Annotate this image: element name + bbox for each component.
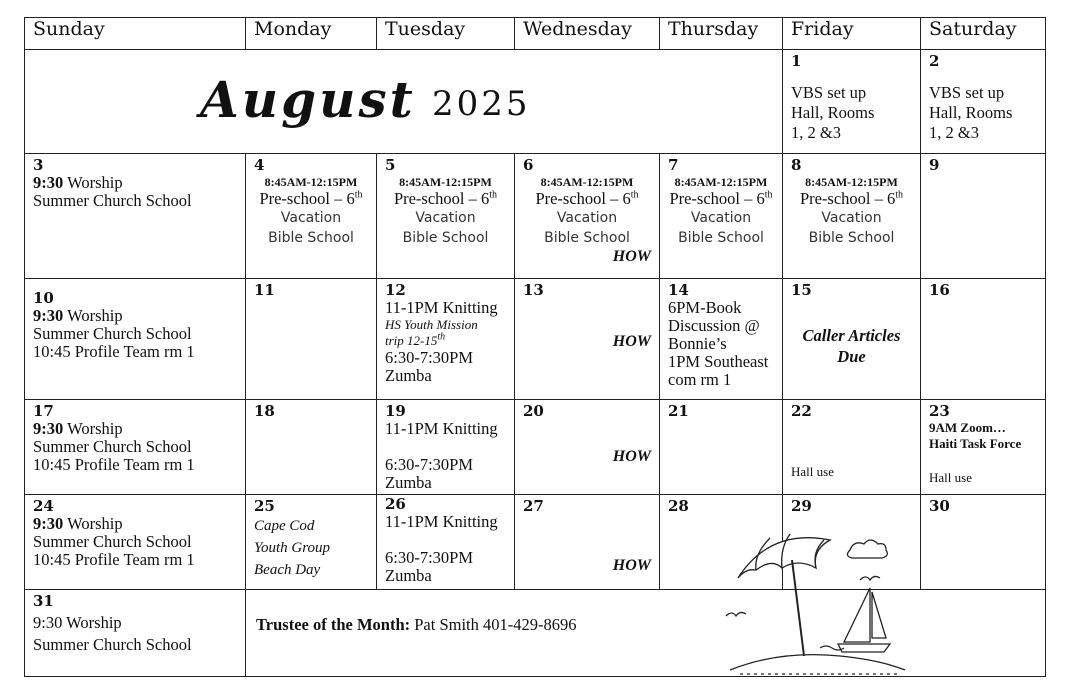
worship-line xyxy=(33,515,237,533)
beach-umbrella-sailboat-icon xyxy=(720,520,910,678)
vbs-grades-text: Pre-school – 6 xyxy=(799,189,896,208)
day-number: 20 xyxy=(523,402,544,420)
event-line: VBS set up xyxy=(791,83,867,102)
day-cell-23 xyxy=(921,400,1046,495)
week-row-2 xyxy=(25,154,1046,279)
hall-use-label: Hall use xyxy=(791,464,834,479)
church-school-line: Summer Church School xyxy=(33,437,192,456)
day-cell-17 xyxy=(25,400,246,495)
day-cell-19 xyxy=(377,400,515,495)
day-number: 18 xyxy=(254,402,275,420)
vbs-grades-text: Pre-school – 6 xyxy=(393,189,490,208)
day-cell-20 xyxy=(515,400,660,495)
day-number: 5 xyxy=(385,156,396,174)
day-cell-18 xyxy=(246,400,377,495)
worship-line xyxy=(33,420,237,438)
day-number: 11 xyxy=(254,281,275,299)
zumba-time: 6:30-7:30PM xyxy=(385,548,474,567)
church-school-line: Summer Church School xyxy=(33,635,192,654)
event-line: VBS set up xyxy=(929,83,1005,102)
vbs-line2: Bible School xyxy=(808,230,895,246)
worship-time: 9:30 xyxy=(33,173,64,192)
vbs-grades-text: Pre-school – 6 xyxy=(535,189,631,208)
day-cell-5 xyxy=(377,154,515,279)
vbs-grades xyxy=(668,190,774,208)
event-line: 1, 2 &3 xyxy=(929,123,979,142)
hall-use-label: Hall use xyxy=(929,470,972,485)
profile-team-line: 10:45 Profile Team rm 1 xyxy=(33,455,195,474)
header-saturday: Saturday xyxy=(921,18,1046,50)
day-cell-25 xyxy=(246,495,377,590)
trustee-value: Pat Smith 401-429-8696 xyxy=(410,615,577,634)
day-number: 26 xyxy=(385,495,406,513)
vbs-line1: Vacation xyxy=(280,210,342,226)
worship-time: 9:30 xyxy=(33,419,64,438)
day-number: 4 xyxy=(254,156,265,174)
day-cell-22 xyxy=(783,400,921,495)
haiti-line: Haiti Task Force xyxy=(929,436,1022,451)
how-label: HOW xyxy=(612,448,651,465)
worship-label: Worship xyxy=(63,173,123,192)
day-number: 3 xyxy=(33,156,44,174)
event-line: Youth Group xyxy=(254,540,330,556)
day-cell-7 xyxy=(660,154,783,279)
day-number: 16 xyxy=(929,281,950,299)
zumba-time: 6:30-7:30PM xyxy=(385,348,474,367)
day-cell-8 xyxy=(783,154,921,279)
how-label: HOW xyxy=(612,248,651,265)
day-cell-2 xyxy=(921,50,1046,154)
worship-line xyxy=(33,174,237,192)
event-line: 6PM-Book xyxy=(668,298,742,317)
trustee-of-month xyxy=(256,616,577,634)
how-label: HOW xyxy=(612,557,651,574)
vbs-grades-text: Pre-school – 6 xyxy=(669,189,765,208)
day-cell-4 xyxy=(246,154,377,279)
event-line: Cape Cod xyxy=(254,518,315,534)
zoom-line: 9AM Zoom… xyxy=(929,420,1006,435)
caller-due-line: Due xyxy=(837,347,866,366)
day-cell-15 xyxy=(783,279,921,400)
day-number: 21 xyxy=(668,402,689,420)
day-number: 22 xyxy=(791,402,812,420)
zumba-time: 6:30-7:30PM xyxy=(385,455,474,474)
day-cell-21 xyxy=(660,400,783,495)
knitting-line: 11-1PM Knitting xyxy=(385,298,498,317)
day-number: 29 xyxy=(791,497,812,515)
day-number: 17 xyxy=(33,402,54,420)
day-cell-16 xyxy=(921,279,1046,400)
knitting-line: 11-1PM Knitting xyxy=(385,512,498,531)
header-sunday: Sunday xyxy=(25,18,246,50)
vbs-grades xyxy=(791,190,912,208)
day-cell-24 xyxy=(25,495,246,590)
vbs-grades-text: Pre-school – 6 xyxy=(259,189,355,208)
zumba-label: Zumba xyxy=(385,566,432,585)
vbs-time: 8:45AM-12:15PM xyxy=(674,175,768,189)
event-line: com rm 1 xyxy=(668,370,732,389)
worship-label: Worship xyxy=(63,306,123,325)
vbs-time: 8:45AM-12:15PM xyxy=(805,175,898,189)
day-cell-31 xyxy=(25,590,246,677)
day-cell-3 xyxy=(25,154,246,279)
zumba-label: Zumba xyxy=(385,473,432,492)
vbs-grades xyxy=(385,190,506,208)
how-label: HOW xyxy=(612,333,651,350)
day-cell-10 xyxy=(25,279,246,400)
worship-time: 9:30 xyxy=(33,514,64,533)
day-number: 19 xyxy=(385,402,406,420)
day-number: 2 xyxy=(929,52,940,70)
day-number: 23 xyxy=(929,402,950,420)
trustee-label: Trustee of the Month: xyxy=(256,615,411,634)
day-cell-26 xyxy=(377,495,515,590)
day-cell-1 xyxy=(783,50,921,154)
day-number: 12 xyxy=(385,281,406,299)
day-number: 9 xyxy=(929,156,940,174)
day-cell-12 xyxy=(377,279,515,400)
day-cell-11 xyxy=(246,279,377,400)
weekday-header-row xyxy=(25,18,1046,50)
week-row-1 xyxy=(25,50,1046,154)
day-cell-6 xyxy=(515,154,660,279)
year-title: 2025 xyxy=(432,84,531,124)
header-tuesday: Tuesday xyxy=(377,18,515,50)
vbs-grades xyxy=(523,190,651,208)
day-cell-30 xyxy=(921,495,1046,590)
worship-label: Worship xyxy=(63,419,123,438)
month-title: August xyxy=(200,70,416,129)
event-line: Hall, Rooms xyxy=(929,103,1013,122)
worship-label: Worship xyxy=(63,514,123,533)
church-school-line: Summer Church School xyxy=(33,324,192,343)
day-cell-13 xyxy=(515,279,660,400)
event-line: 1PM Southeast xyxy=(668,352,769,371)
header-wednesday: Wednesday xyxy=(515,18,660,50)
header-thursday: Thursday xyxy=(660,18,783,50)
header-monday: Monday xyxy=(246,18,377,50)
zumba-label: Zumba xyxy=(385,366,432,385)
vbs-line1: Vacation xyxy=(556,210,618,226)
vbs-grades-suffix: th xyxy=(630,189,639,201)
day-number: 30 xyxy=(929,497,950,515)
worship-line xyxy=(33,307,237,325)
worship-line: 9:30 Worship xyxy=(33,613,122,632)
day-number: 10 xyxy=(33,289,54,307)
day-number: 28 xyxy=(668,497,689,515)
day-number: 25 xyxy=(254,497,275,515)
day-number: 8 xyxy=(791,156,802,174)
vbs-line2: Bible School xyxy=(402,230,489,246)
vbs-time: 8:45AM-12:15PM xyxy=(264,175,358,189)
mission-line: HS Youth Mission xyxy=(385,317,478,332)
event-line: Beach Day xyxy=(254,562,321,578)
knitting-line: 11-1PM Knitting xyxy=(385,419,498,438)
vbs-line2: Bible School xyxy=(678,230,764,246)
vbs-grades-suffix: th xyxy=(764,189,773,201)
week-row-3 xyxy=(25,279,1046,400)
day-number: 14 xyxy=(668,281,689,299)
vbs-time: 8:45AM-12:15PM xyxy=(399,175,492,189)
day-cell-27 xyxy=(515,495,660,590)
mission-dates-text: trip 12-15 xyxy=(385,333,438,348)
day-number: 6 xyxy=(523,156,534,174)
day-number: 1 xyxy=(791,52,802,70)
day-number: 31 xyxy=(33,592,54,610)
day-number: 13 xyxy=(523,281,544,299)
profile-team-line: 10:45 Profile Team rm 1 xyxy=(33,342,195,361)
day-number: 27 xyxy=(523,497,544,515)
vbs-time: 8:45AM-12:15PM xyxy=(540,175,634,189)
vbs-grades-suffix: th xyxy=(354,189,363,201)
header-friday: Friday xyxy=(783,18,921,50)
day-cell-9 xyxy=(921,154,1046,279)
day-number: 7 xyxy=(668,156,679,174)
vbs-grades-suffix: th xyxy=(895,189,904,201)
vbs-line1: Vacation xyxy=(821,210,882,226)
event-line: Hall, Rooms xyxy=(791,103,875,122)
event-line: Bonnie’s xyxy=(668,334,727,353)
vbs-grades xyxy=(254,190,368,208)
caller-articles-line: Caller Articles xyxy=(802,326,901,345)
week-row-4 xyxy=(25,400,1046,495)
vbs-line1: Vacation xyxy=(415,210,476,226)
day-number: 15 xyxy=(791,281,812,299)
vbs-line1: Vacation xyxy=(690,210,752,226)
profile-team-line: 10:45 Profile Team rm 1 xyxy=(33,550,195,569)
vbs-line2: Bible School xyxy=(268,230,354,246)
church-school-line: Summer Church School xyxy=(33,191,192,210)
vbs-line2: Bible School xyxy=(544,230,630,246)
worship-time: 9:30 xyxy=(33,306,64,325)
day-number: 24 xyxy=(33,497,54,515)
day-cell-14 xyxy=(660,279,783,400)
church-school-line: Summer Church School xyxy=(33,532,192,551)
event-line: 1, 2 &3 xyxy=(791,123,841,142)
mission-dates-suffix: th xyxy=(437,331,446,343)
vbs-grades-suffix: th xyxy=(489,189,498,201)
mission-dates-line xyxy=(385,333,506,349)
event-line: Discussion @ xyxy=(668,316,760,335)
